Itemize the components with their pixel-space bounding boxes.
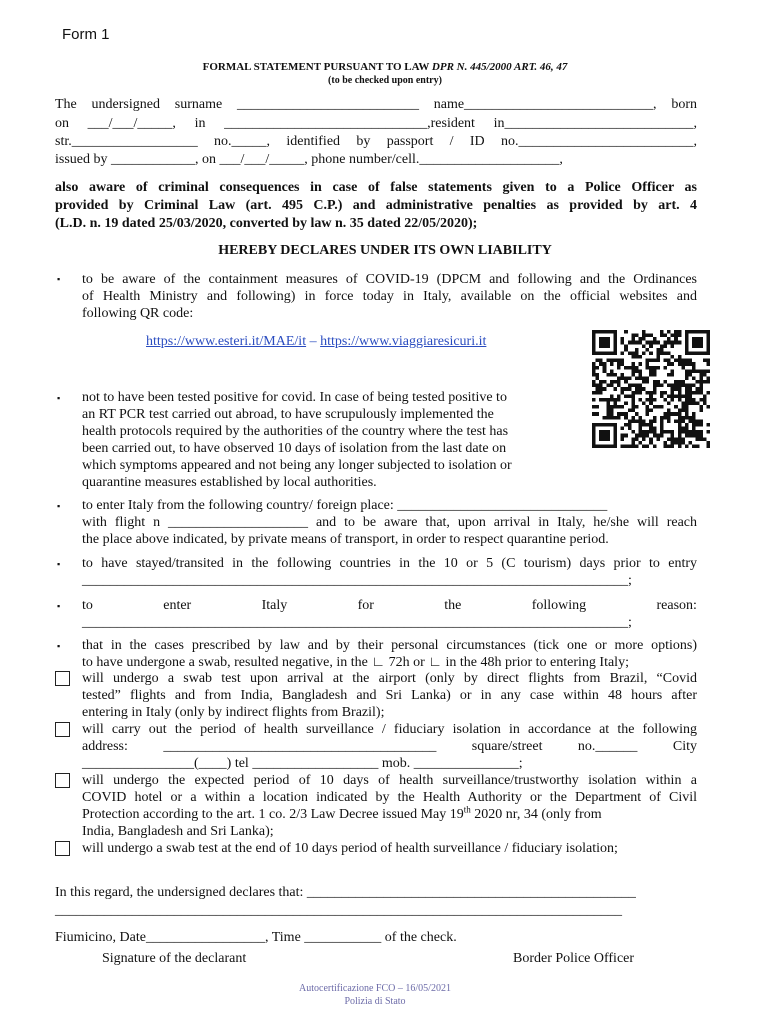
option-swab-end-checkbox[interactable] xyxy=(55,841,70,856)
identity-line-3[interactable]: str.__________________ no._____, identified by passport / ID no._________________________, xyxy=(55,134,697,149)
b3-line-3: the place above indicated, by private means of transport, in order to respect quarantine period. xyxy=(82,532,609,547)
bullet-icon: ▪ xyxy=(57,501,61,511)
opt4-line: will undergo a swab test at the end of 10 days period of health surveillance / fiduciary isolation; xyxy=(82,841,618,856)
link-esteri[interactable]: https://www.esteri.it/MAE/it xyxy=(146,334,307,349)
declares-heading: HEREBY DECLARES UNDER ITS OWN LIABILITY xyxy=(218,243,552,258)
bullet-icon: ▪ xyxy=(57,641,61,651)
identity-line-4[interactable]: issued by ____________, on ___/___/_____, phone number/cell.____________________, xyxy=(55,152,563,167)
opt2-line-1: will carry out the period of health surveillance / fiduciary isolation in accordance at the following xyxy=(82,722,697,737)
footer-line-1: Autocertificazione FCO – 16/05/2021 xyxy=(299,983,451,994)
b2-line-1: not to have been tested positive for covid. In case of being tested positive to xyxy=(82,390,507,405)
footer-line-2: Polizia di Stato xyxy=(344,996,406,1007)
opt3-line-4: India, Bangladesh and Sri Lanka); xyxy=(82,824,274,839)
b5-line-1: to enter Italy for the following reason: xyxy=(82,598,697,613)
regard-line-2[interactable]: _________________________________________________________________________________ xyxy=(55,903,622,918)
opt3-line-3: Protection according to the art. 1 co. 2/3 Law Decree issued May 19th 2020 nr, 34 (only from xyxy=(82,804,602,822)
bullet-icon: ▪ xyxy=(57,601,61,611)
b2-line-3: health protocols required by the authorities of the country where the test has xyxy=(82,424,509,439)
option-surveillance-address-checkbox[interactable] xyxy=(55,722,70,737)
awareness-line-2: provided by Criminal Law (art. 495 C.P.) and administrative penalties as provided by art. 4 xyxy=(55,198,697,213)
form-subtitle: (to be checked upon entry) xyxy=(328,75,442,86)
opt3-line-2: COVID hotel or a within a location indicated by the Health Authority or the Department of Civil xyxy=(82,790,697,805)
opt1-line-3: entering in Italy (only by indirect flights from Brazil); xyxy=(82,705,385,720)
b2-line-4: been carried out, to have observed 10 days of isolation from the last date on xyxy=(82,441,507,456)
form-title xyxy=(0,61,770,73)
option-swab-arrival-checkbox[interactable] xyxy=(55,671,70,686)
bullet-icon: ▪ xyxy=(57,393,61,403)
identity-line-1[interactable]: The undersigned surname __________________________ name___________________________, born xyxy=(55,97,697,112)
awareness-line-3: (L.D. n. 19 dated 25/03/2020, converted by law n. 35 dated 22/05/2020); xyxy=(55,216,478,231)
link-viaggiaresicuri[interactable]: https://www.viaggiaresicuri.it xyxy=(320,334,487,349)
awareness-line-1: also aware of criminal consequences in case of false statements given to a Police Officer as xyxy=(55,180,697,195)
place-date-time-line[interactable]: Fiumicino, Date_________________, Time ___________ of the check. xyxy=(55,930,457,945)
b2-line-5: which symptoms appeared and not being any longer subjected to isolation or xyxy=(82,458,512,473)
title-law: DPR N. 445/2000 ART. 46, 47 xyxy=(431,61,568,73)
form-label: Form 1 xyxy=(62,26,110,43)
b2-line-2: an RT PCR test carried out abroad, to have scrupulously implemented the xyxy=(82,407,494,422)
regard-line-1[interactable]: In this regard, the undersigned declares that: _______________________________________________ xyxy=(55,885,636,900)
opt1-line-1: will undergo a swab test upon arrival at the airport (only by direct flights from Brazil, “Covid xyxy=(82,671,697,686)
b3-line-2[interactable]: with flight n ____________________ and to be aware that, upon arrival in Italy, he/she will reach xyxy=(82,515,697,530)
option-covid-hotel-checkbox[interactable] xyxy=(55,773,70,788)
qr-code-icon xyxy=(590,330,712,448)
b6-line-1: that in the cases prescribed by law and by their personal circumstances (tick one or more options) xyxy=(82,638,697,653)
identity-line-2[interactable]: on ___/___/_____, in _____________________________,resident in___________________________, xyxy=(55,116,697,131)
b4-line-1: to have stayed/transited in the following countries in the 10 or 5 (C tourism) days prior to entry xyxy=(82,556,697,571)
b5-line-2[interactable]: ______________________________________________________________________________; xyxy=(82,615,632,630)
b1-line-2: of Health Ministry and following) in force today in Italy, available on the official websites and xyxy=(82,289,697,304)
signature-officer: Border Police Officer xyxy=(513,951,635,966)
opt1-line-2: tested” flights and from India, Bangladesh and Sri Lanka) or in any case within 48 hours after xyxy=(82,688,697,703)
opt3-line-1: will undergo the expected period of 10 days of health surveillance/trustworthy isolation within a xyxy=(82,773,697,788)
title-main: FORMAL STATEMENT PURSUANT TO LAW xyxy=(202,61,430,73)
b2-line-6: quarantine measures established by local authorities. xyxy=(82,475,377,490)
b4-line-2[interactable]: ______________________________________________________________________________; xyxy=(82,573,632,588)
b6-line-2[interactable]: to have undergone a swab, resulted negative, in the ∟ 72h or ∟ in the 48h prior to entering Italy; xyxy=(82,655,629,670)
b3-line-1[interactable]: to enter Italy from the following country/ foreign place: ______________________________ xyxy=(82,498,608,513)
bullet-icon: ▪ xyxy=(57,274,61,284)
b1-line-3: following QR code: xyxy=(82,306,194,321)
opt2-line-2[interactable]: address: _______________________________________ square/street no.______ City xyxy=(82,739,697,754)
signature-declarant: Signature of the declarant xyxy=(102,951,247,966)
links-separator: – xyxy=(309,334,317,349)
links-row xyxy=(146,334,486,350)
b1-line-1: to be aware of the containment measures of COVID-19 (DPCM and following and the Ordinances xyxy=(82,272,697,287)
bullet-icon: ▪ xyxy=(57,559,61,569)
opt2-line-3[interactable]: ________________(____) tel __________________ mob. _______________; xyxy=(82,756,523,771)
